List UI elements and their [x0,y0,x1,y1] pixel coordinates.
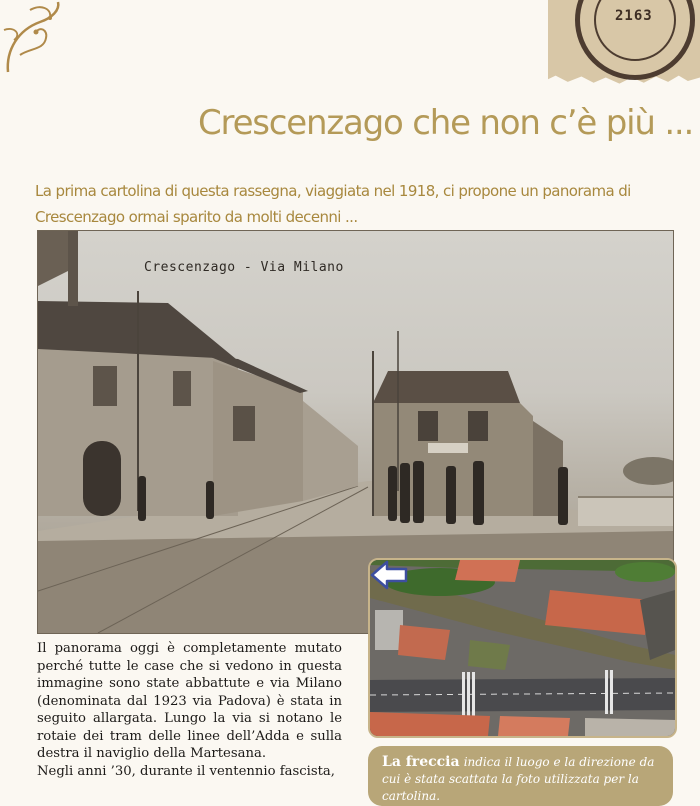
note-italic: indica il luogo e la direzione da cui è stata scattata la foto utilizzata per la cartolina. [382,755,655,803]
note-box [368,746,673,806]
postmark-number: 2163 [615,8,653,24]
left-arrow-icon [370,560,410,590]
body-paragraph: Il panorama oggi è completamente mutato perché tutte le case che si vedono in questa immagine sono state abbattute e via Milano (denominata dal 1923 via Padova) è stata in seguito allargata. Lungo la via si notano le rotaie dei tram delle linee dell’Adda e sulla destra il naviglio della Martesana. [37,641,342,761]
aerial-photo [368,558,677,738]
postcard-caption: Crescenzago - Via Milano [144,260,344,275]
body-text [37,640,342,780]
body-paragraph: Negli anni ’30, durante il ventennio fascista, [37,763,335,779]
flourish-ornament [0,0,70,75]
note-bold: La freccia [382,754,460,770]
intro-text: La prima cartolina di questa rassegna, viaggiata nel 1918, ci propone un panorama di Crescenzago ormai sparito da molti decenni ... [35,182,631,226]
aerial-scene [370,560,675,736]
page-title: Crescenzago che non c’è più ... [198,103,694,143]
